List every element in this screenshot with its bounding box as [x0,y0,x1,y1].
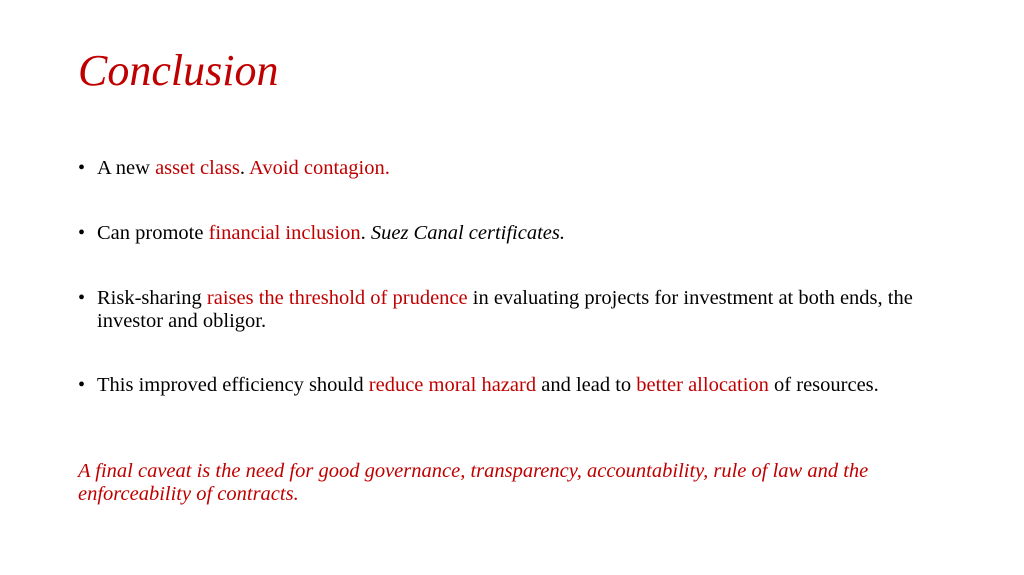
bullet-text [97,222,938,245]
text-run: This improved efficiency should [97,374,369,396]
highlight-financial-inclusion: financial inclusion [208,222,361,244]
text-run: Can promote [97,222,209,244]
bullet-text [97,157,938,180]
bullet-dot-icon: • [78,157,86,179]
bullet-item-efficiency [78,374,938,397]
text-run: . [360,222,371,244]
bullet-dot-icon: • [78,287,86,309]
highlight-better-allocation: better allocation [636,374,769,396]
italic-suez-canal: Suez Canal certificates. [370,222,565,244]
bullet-dot-icon: • [78,374,86,396]
highlight-moral-hazard: reduce moral hazard [368,374,537,396]
slide-title: Conclusion [78,46,279,95]
text-run: Risk-sharing [97,287,207,309]
caveat-text: A final caveat is the need for good governance, transparency, accountability, rule of law and the enforceability of contracts. [78,460,869,505]
bullet-item-asset-class [78,157,938,180]
text-run: in evaluating projects for investment at both ends, the investor and obligor. [97,287,913,332]
bullet-text [97,287,938,333]
text-run: and lead to [536,374,637,396]
highlight-avoid-contagion: Avoid contagion. [249,157,390,179]
text-run: of resources. [768,374,879,396]
highlight-asset-class: asset class [155,157,240,179]
text-run: A new [97,157,156,179]
bullet-dot-icon: • [78,222,86,244]
highlight-threshold-of-prudence: raises the threshold of prudence [206,287,468,309]
bullet-item-financial-inclusion [78,222,938,245]
bullet-item-risk-sharing [78,287,938,333]
text-run: . [239,157,250,179]
bullet-text [97,374,938,397]
